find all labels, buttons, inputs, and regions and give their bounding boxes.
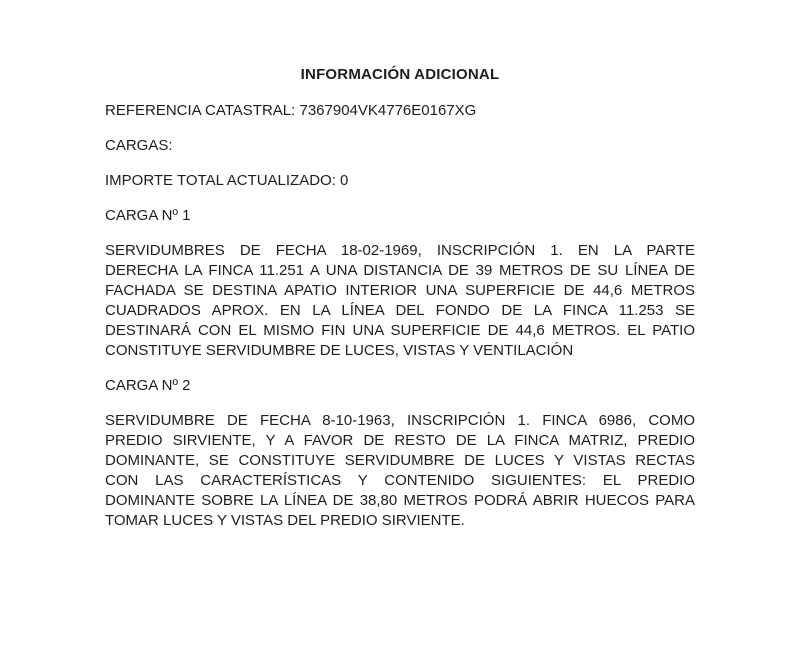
paragraph-line: DESTINARÁ CON EL MISMO FIN UNA SUPERFICIE DE 44,6 METROS. EL PATIO: [105, 322, 695, 339]
carga-2-heading: CARGA Nº 2: [105, 377, 191, 394]
paragraph-line: CONSTITUYE SERVIDUMBRE DE LUCES, VISTAS Y VENTILACIÓN: [105, 342, 574, 359]
carga-2-paragraph: [105, 411, 695, 531]
paragraph-line: FACHADA SE DESTINA APATIO INTERIOR UNA SUPERFICIE DE 44,6 METROS: [105, 282, 695, 299]
paragraph-line: SERVIDUMBRE DE FECHA 8-10-1963, INSCRIPCIÓN 1. FINCA 6986, COMO: [105, 412, 695, 429]
reference-catastral-line: REFERENCIA CATASTRAL: 7367904VK4776E0167XG: [105, 102, 477, 119]
paragraph-line: CON LAS CARACTERÍSTICAS Y CONTENIDO SIGUIENTES: EL PREDIO: [105, 472, 695, 489]
paragraph-line: DOMINANTE SOBRE LA LÍNEA DE 38,80 METROS PODRÁ ABRIR HUECOS PARA: [105, 492, 695, 509]
carga-1-heading: CARGA Nº 1: [105, 207, 191, 224]
document-content: [105, 0, 695, 546]
paragraph-line: DOMINANTE, SE CONSTITUYE SERVIDUMBRE DE LUCES Y VISTAS RECTAS: [105, 452, 695, 469]
cargas-label: CARGAS:: [105, 137, 173, 154]
paragraph-line: SERVIDUMBRES DE FECHA 18-02-1969, INSCRIPCIÓN 1. EN LA PARTE: [105, 242, 695, 259]
paragraph-line: CUADRADOS APROX. EN LA LÍNEA DEL FONDO DE LA FINCA 11.253 SE: [105, 302, 695, 319]
paragraph-line: DERECHA LA FINCA 11.251 A UNA DISTANCIA DE 39 METROS DE SU LÍNEA DE: [105, 262, 695, 279]
paragraph-line: PREDIO SIRVIENTE, Y A FAVOR DE RESTO DE LA FINCA MATRIZ, PREDIO: [105, 432, 695, 449]
document-title: INFORMACIÓN ADICIONAL: [300, 66, 500, 83]
carga-1-paragraph: [105, 241, 695, 361]
importe-total-line: IMPORTE TOTAL ACTUALIZADO: 0: [105, 172, 349, 189]
paragraph-line: TOMAR LUCES Y VISTAS DEL PREDIO SIRVIENTE.: [105, 512, 465, 529]
